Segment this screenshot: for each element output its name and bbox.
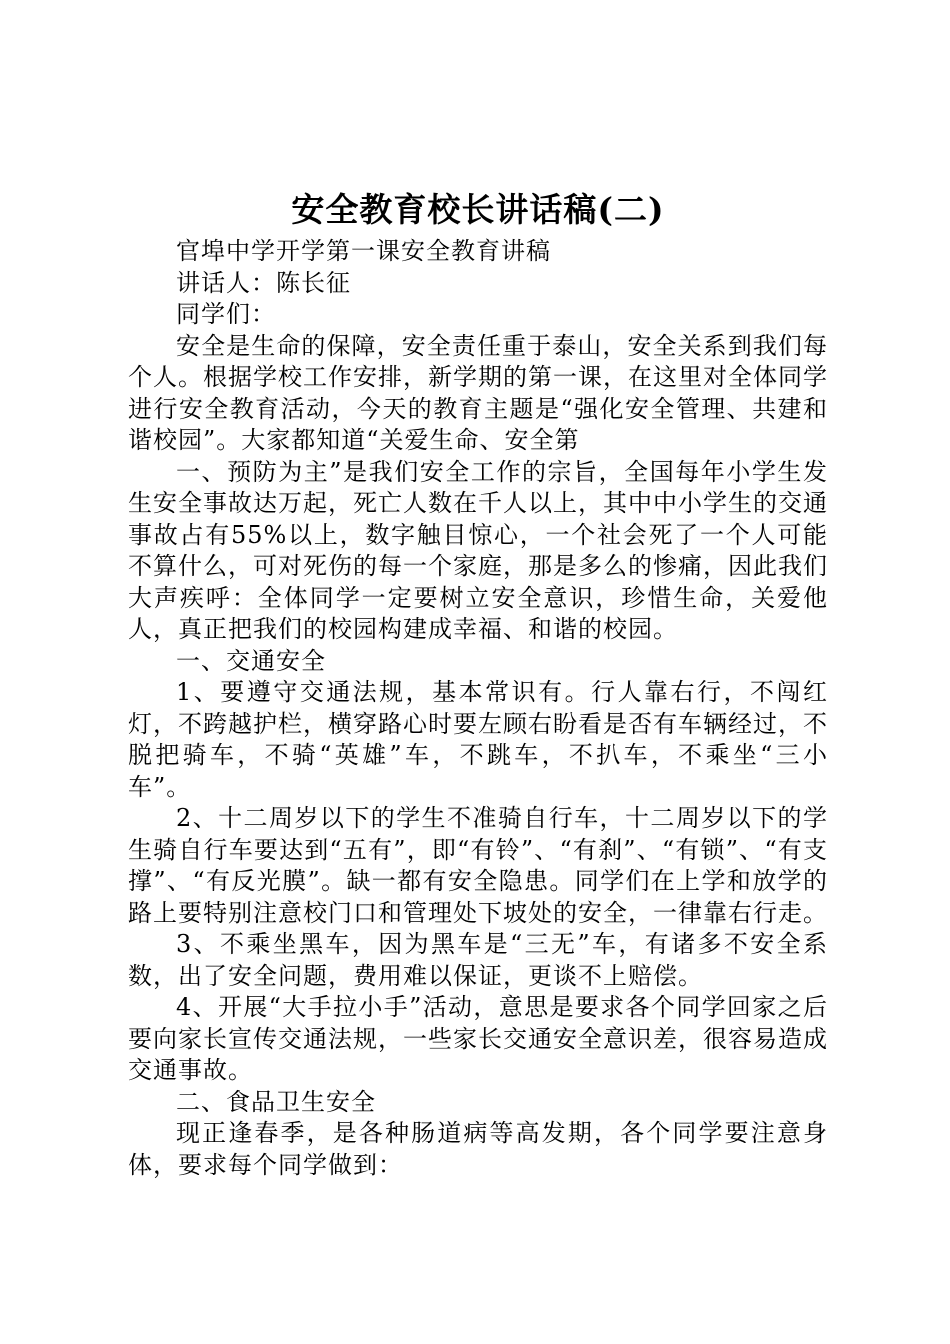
paragraph-food-1: 现正逢春季，是各种肠道病等高发期，各个同学要注意身体，要求每个同学做到： xyxy=(128,1119,828,1179)
section-heading-food: 二、食品卫生安全 xyxy=(176,1087,376,1116)
paragraph-heading-line: 官埠中学开学第一课安全教育讲稿 xyxy=(176,237,551,265)
section-heading-traffic: 一、交通安全 xyxy=(176,646,326,675)
paragraph-traffic-2: 2、十二周岁以下的学生不准骑自行车，十二周岁以下的学生骑自行车要达到“五有”，即“有铃”、“有刹”、“有锁”、“有支撑”、“有反光膜”。缺一都有安全隐患。同学们在上学和放学的路上要特别注意校门口和管理处下坡处的安全，一律靠右行走。 xyxy=(128,804,828,927)
document-title: 安全教育校长讲话稿(二) xyxy=(291,190,665,229)
paragraph-speaker: 讲话人：陈长征 xyxy=(176,268,351,297)
paragraph-principle: 一、预防为主”是我们安全工作的宗旨，全国每年小学生发生安全事故达万起，死亡人数在千人以上，其中中小学生的交通事故占有55%以上，数字触目惊心，一个社会死了一个人可能不算什么，可对死伤的每一个家庭，那是多么的惨痛，因此我们大声疾呼：全体同学一定要树立安全意识，珍惜生命，关爱他人，真正把我们的校园构建成幸福、和谐的校园。 xyxy=(128,457,828,643)
paragraph-traffic-3: 3、不乘坐黑车，因为黑车是“三无”车，有诸多不安全系数，出了安全问题，费用难以保证，更谈不上赔偿。 xyxy=(128,930,828,990)
paragraph-salutation: 同学们： xyxy=(176,300,276,328)
paragraph-intro: 安全是生命的保障，安全责任重于泰山，安全关系到我们每个人。根据学校工作安排，新学期的第一课，在这里对全体同学进行安全教育活动，今天的教育主题是“强化安全管理、共建和谐校园”。大家都知道“关爱生命、安全第 xyxy=(128,331,828,454)
document-page xyxy=(128,186,828,1181)
paragraph-traffic-4: 4、开展“大手拉小手”活动，意思是要求各个同学回家之后要向家长宣传交通法规，一些家长交通安全意识差，很容易造成交通事故。 xyxy=(128,993,828,1084)
paragraph-traffic-1: 1、要遵守交通法规，基本常识有。行人靠右行，不闯红灯，不跨越护栏，横穿路心时要左顾右盼看是否有车辆经过，不脱把骑车，不骑“英雄”车，不跳车，不扒车，不乘坐“三小车”。 xyxy=(128,678,828,801)
